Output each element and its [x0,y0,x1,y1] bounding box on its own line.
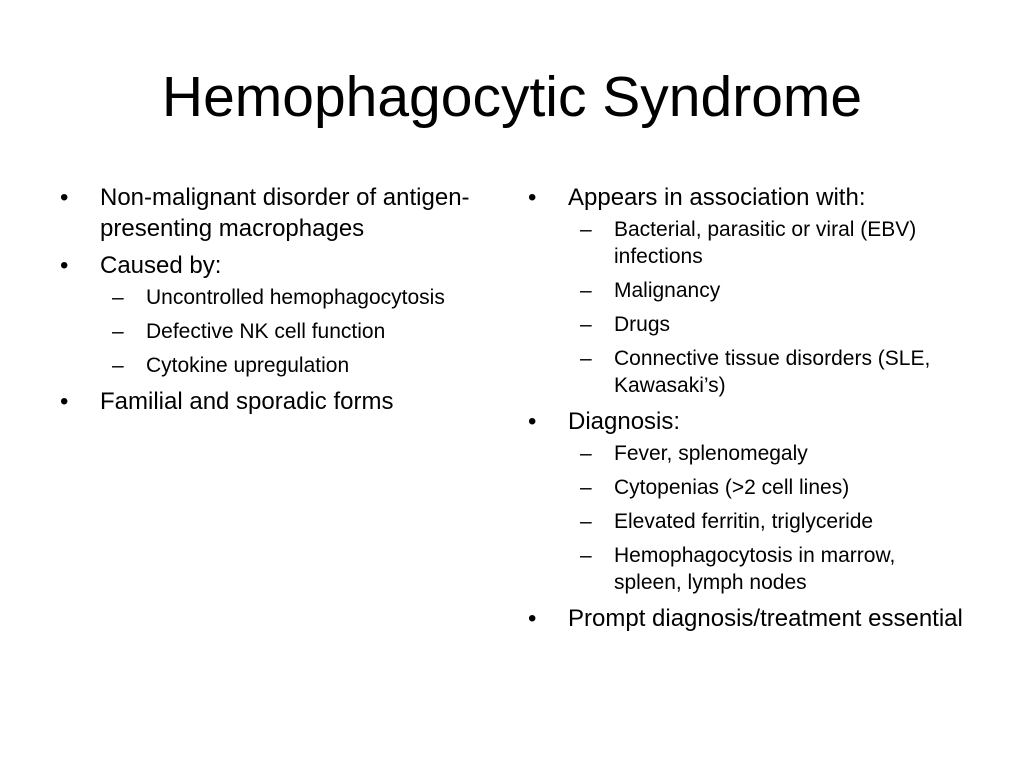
bullet-item [60,250,480,379]
sub-bullet-list [568,440,968,596]
sub-bullet-text: Connective tissue disorders (SLE, Kawasaki’s) [614,347,931,397]
dash-icon: – [112,354,124,377]
sub-bullet-item [568,508,968,535]
sub-bullet-item [568,474,968,501]
sub-bullet-item [568,345,968,399]
sub-bullet-item [100,284,480,311]
dash-icon: – [580,510,592,533]
bullet-icon: • [60,388,69,415]
sub-bullet-text: Fever, splenomegaly [614,442,808,465]
dash-icon: – [580,442,592,465]
bullet-item [528,406,968,596]
dash-icon: – [580,279,592,302]
bullet-text: Caused by: [100,252,222,279]
sub-bullet-item [568,542,968,596]
dash-icon: – [112,320,124,343]
bullet-icon: • [528,184,537,211]
dash-icon: – [580,313,592,336]
dash-icon: – [580,544,592,567]
bullet-item [528,182,968,399]
sub-bullet-text: Malignancy [614,279,721,302]
bullet-text: Non-malignant disorder of antigen-presenting macrophages [100,184,470,242]
sub-bullet-list [100,284,480,379]
bullet-text: Diagnosis: [568,408,681,435]
bullet-item [60,182,480,244]
bullet-icon: • [60,184,69,211]
sub-bullet-text: Defective NK cell function [146,320,386,343]
bullet-item [60,386,480,417]
sub-bullet-item [568,277,968,304]
bullet-text: Familial and sporadic forms [100,388,394,415]
sub-bullet-text: Uncontrolled hemophagocytosis [146,286,445,309]
sub-bullet-text: Hemophagocytosis in marrow, spleen, lymph nodes [614,544,896,594]
sub-bullet-text: Drugs [614,313,671,336]
sub-bullet-item [568,440,968,467]
sub-bullet-text: Cytokine upregulation [146,354,350,377]
sub-bullet-list [568,216,968,399]
sub-bullet-text: Elevated ferritin, triglyceride [614,510,874,533]
bullet-text: Prompt diagnosis/treatment essential [568,605,963,632]
bullet-item [528,603,968,634]
slide-title: Hemophagocytic Syndrome [161,65,863,129]
bullet-icon: • [528,605,537,632]
bullet-icon: • [60,252,69,279]
dash-icon: – [580,218,592,241]
dash-icon: – [580,476,592,499]
dash-icon: – [580,347,592,370]
sub-bullet-text: Cytopenias (>2 cell lines) [614,476,850,499]
bullet-icon: • [528,408,537,435]
dash-icon: – [112,286,124,309]
left-bullet-list [60,182,480,423]
sub-bullet-item [568,216,968,270]
bullet-text: Appears in association with: [568,184,866,211]
sub-bullet-item [568,311,968,338]
right-bullet-list [528,182,968,640]
sub-bullet-item [100,352,480,379]
sub-bullet-text: Bacterial, parasitic or viral (EBV) infections [614,218,917,268]
sub-bullet-item [100,318,480,345]
